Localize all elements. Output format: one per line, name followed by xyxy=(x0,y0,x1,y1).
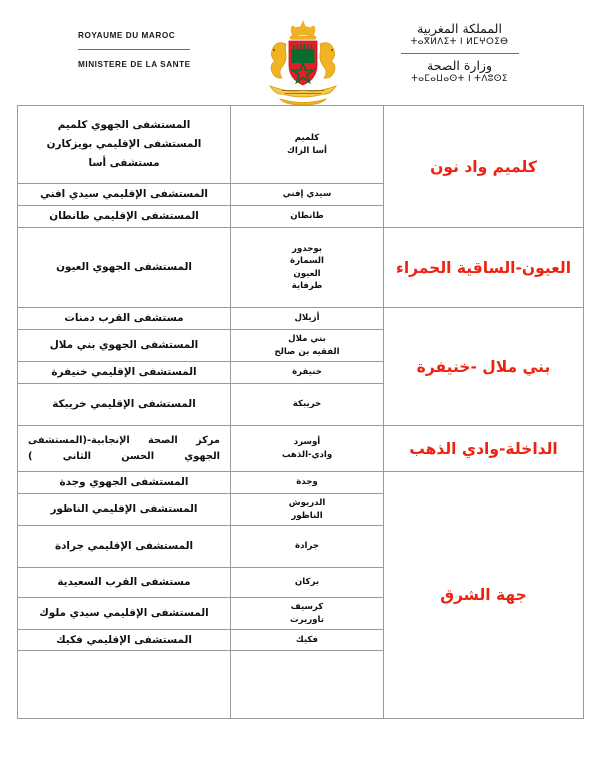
provinces-cell xyxy=(231,228,384,308)
province-name: فكيك xyxy=(295,634,319,645)
province-name: كلميم xyxy=(294,133,320,144)
hospital-name: المستشفى الإقليمي خريبكة xyxy=(52,398,196,411)
french-ministry-label: MINISTERE DE LA SANTE xyxy=(78,60,191,69)
hospital-name: مركز الصحة الإنجابية-(المستشفى xyxy=(28,434,220,446)
hospital-name: المستشفى الجهوي وجدة xyxy=(59,476,189,489)
table-row xyxy=(18,228,584,308)
regions-hospitals-table xyxy=(17,105,584,719)
table-body xyxy=(18,106,584,719)
hospitals-cell xyxy=(18,630,231,651)
french-country-label: ROYAUME DU MAROC xyxy=(78,31,176,40)
header-divider-left xyxy=(78,49,190,50)
provinces-cell xyxy=(231,494,384,526)
hospitals-cell xyxy=(18,494,231,526)
hospital-name: مستشفى أسا xyxy=(88,157,160,170)
tifinagh-ministry-label: ⵜⴰⵎⴰⵡⴰⵙⵜ ⵏ ⵜⴷⵓⵙⵉ xyxy=(411,73,508,84)
hospital-name: المستشفى الإقليمي فكيك xyxy=(56,634,192,646)
region-name-cell: الداخلة-وادي الذهب xyxy=(384,426,584,472)
regions-hospitals-table-container xyxy=(17,105,583,697)
province-name: بني ملال xyxy=(288,334,326,345)
province-name: الفقيه بن صالح xyxy=(274,346,340,357)
hospital-name: المستشفى الجهوي كلميم xyxy=(57,118,191,131)
provinces-cell xyxy=(231,651,384,719)
table-row xyxy=(18,308,584,330)
province-name: الناظور xyxy=(291,510,323,521)
table-row xyxy=(18,472,584,494)
hospitals-cell xyxy=(18,426,231,472)
provinces-cell xyxy=(231,206,384,228)
provinces-cell xyxy=(231,106,384,184)
coat-of-arms-of-morocco-icon xyxy=(258,16,348,108)
hospitals-cell xyxy=(18,308,231,330)
table-row xyxy=(18,106,584,184)
hospitals-cell xyxy=(18,384,231,426)
provinces-cell xyxy=(231,568,384,598)
hospital-name: المستشفى الإقليمي سيدي افني xyxy=(40,188,208,201)
province-name: خنيفرة xyxy=(292,367,322,378)
hospital-name: المستشفى الإقليمي طانطان xyxy=(49,210,199,223)
province-name: أزيلال xyxy=(294,313,320,324)
hospitals-cell xyxy=(18,228,231,308)
hospital-name: المستشفى الإقليمي الناظور xyxy=(50,503,198,516)
province-name: السمارة xyxy=(290,256,324,267)
province-name: الدريوش xyxy=(288,498,326,509)
province-name: جرادة xyxy=(295,541,319,552)
region-name-cell: بني ملال -خنيفرة xyxy=(384,308,584,426)
province-name: كرسيف xyxy=(290,602,324,613)
arabic-header-block xyxy=(377,22,542,85)
provinces-cell xyxy=(231,184,384,206)
provinces-cell xyxy=(231,630,384,651)
provinces-cell xyxy=(231,472,384,494)
hospital-name: المستشفى الإقليمي خنيفرة xyxy=(51,366,197,379)
province-name: وادي-الذهب xyxy=(281,449,333,460)
provinces-cell xyxy=(231,362,384,384)
header-divider-right xyxy=(401,53,519,54)
provinces-cell xyxy=(231,308,384,330)
french-header-block xyxy=(78,31,248,69)
province-name: بوجدور xyxy=(291,243,323,254)
province-name: أسا الزاك xyxy=(287,145,327,156)
province-name: سيدي إفني xyxy=(282,189,332,200)
document-header xyxy=(0,0,600,105)
hospitals-cell xyxy=(18,184,231,206)
hospital-name: المستشفى الإقليمي جرادة xyxy=(54,540,194,553)
hospital-name: المستشفى الجهوي بني ملال xyxy=(49,339,199,352)
table-row xyxy=(18,426,584,472)
region-name-cell: العيون-الساقية الحمراء xyxy=(384,228,584,308)
hospital-name: الجهوي الحسن الثاني ) xyxy=(28,450,220,462)
hospital-name: مستشفى القرب السعيدية xyxy=(57,576,191,589)
hospital-name: المستشفى الإقليمي سيدي ملوك xyxy=(39,607,209,620)
hospitals-cell xyxy=(18,362,231,384)
provinces-cell xyxy=(231,330,384,362)
hospitals-cell xyxy=(18,106,231,184)
province-name: وجدة xyxy=(296,477,318,488)
hospitals-cell xyxy=(18,472,231,494)
hospital-name: المستشفى الجهوي العيون xyxy=(56,261,192,274)
hospital-name: المستشفى الإقليمي بويزكارن xyxy=(46,137,202,150)
province-name: طانطان xyxy=(290,211,324,222)
hospitals-cell xyxy=(18,330,231,362)
province-name: خريبكة xyxy=(292,399,322,410)
hospitals-cell xyxy=(18,568,231,598)
arabic-country-label: المملكة المغربية xyxy=(417,21,502,36)
province-name: تاوريرت xyxy=(290,614,324,625)
province-name: أوسرد xyxy=(293,437,321,448)
provinces-cell xyxy=(231,384,384,426)
arabic-ministry-label: وزارة الصحة xyxy=(427,58,492,74)
provinces-cell xyxy=(231,526,384,568)
hospitals-cell xyxy=(18,651,231,719)
province-name: العيون xyxy=(293,268,321,279)
hospitals-cell xyxy=(18,526,231,568)
province-name: بركان xyxy=(294,577,320,588)
hospital-name: مستشفى القرب دمنات xyxy=(64,312,184,325)
province-name: طرفاية xyxy=(291,280,323,291)
hospitals-cell xyxy=(18,206,231,228)
provinces-cell xyxy=(231,598,384,630)
region-name-cell: جهة الشرق xyxy=(384,472,584,719)
region-name-cell: كلميم واد نون xyxy=(384,106,584,228)
hospitals-cell xyxy=(18,598,231,630)
tifinagh-country-label: ⵜⴰⴳⵍⴷⵉⵜ ⵏ ⵍⵎⵖⵔⵉⴱ xyxy=(410,36,509,47)
provinces-cell xyxy=(231,426,384,472)
